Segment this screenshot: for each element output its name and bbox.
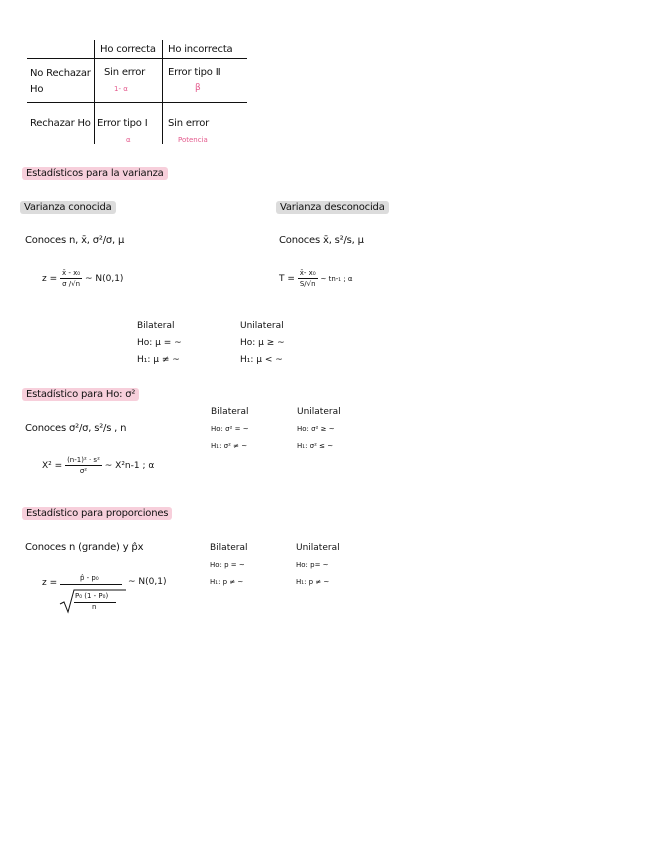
prop-formula-den-den: n <box>92 603 97 611</box>
unknown-conoces: Conoces x̄, s²/s, μ <box>279 235 364 246</box>
formula-den: σ /√n <box>62 280 81 288</box>
prop-bilateral-h0: Ho: p = ~ <box>210 561 245 569</box>
prop-unilateral-title: Unilateral <box>296 543 340 553</box>
sigma-conoces: Conoces σ²/σ, s²/s , n <box>25 423 127 434</box>
row-label-no-rechazar: No Rechazar <box>30 68 91 79</box>
col-header-ho-correcta: Ho correcta <box>100 44 156 55</box>
sigma-unilateral-title: Unilateral <box>297 407 341 417</box>
formula-lhs: T = <box>279 274 295 284</box>
heading-estadisticos-varianza: Estadísticos para la varianza <box>22 167 168 180</box>
formula-rhs: ~ N(0,1) <box>84 274 124 284</box>
formula-rhs: ~ tn-₁ ; α <box>320 275 353 283</box>
known-conoces: Conoces n, x̄, σ²/σ, μ <box>25 235 125 246</box>
cell-note-potencia: Potencia <box>178 136 208 144</box>
row-label-ho: Ho <box>30 84 44 95</box>
prop-bilateral-title: Bilateral <box>210 543 248 553</box>
prop-main-fraction-bar <box>60 584 122 585</box>
row-label-rechazar-ho: Rechazar Ho <box>30 118 91 129</box>
formula-z-known <box>42 268 123 289</box>
table-hline-1 <box>27 58 247 59</box>
cell-note-beta: β <box>195 83 201 93</box>
prop-formula-den-num: P₀ (1 - P₀) <box>75 592 109 600</box>
mu-bilateral-h0: Ho: μ = ~ <box>137 338 182 348</box>
heading-estadistico-proporciones: Estadístico para proporciones <box>22 507 172 520</box>
sigma-bilateral-h0: Ho: σ² = ~ <box>211 425 249 433</box>
cell-note-1-alpha: 1- α <box>114 85 128 93</box>
sigma-bilateral-title: Bilateral <box>211 407 249 417</box>
prop-formula-lhs: z = <box>42 578 58 588</box>
formula-den: σ² <box>79 467 88 475</box>
formula-fraction <box>65 455 102 476</box>
sigma-unilateral-h1: H₁: σ² ≤ ~ <box>297 442 334 450</box>
col-header-ho-incorrecta: Ho incorrecta <box>168 44 233 55</box>
prop-formula-rhs: ~ N(0,1) <box>128 577 167 587</box>
subheading-varianza-conocida: Varianza conocida <box>20 201 116 214</box>
formula-lhs: X² = <box>42 461 63 471</box>
subheading-varianza-desconocida: Varianza desconocida <box>276 201 389 214</box>
table-vline-1 <box>94 40 95 144</box>
sigma-unilateral-h0: Ho: σ² ≥ ~ <box>297 425 335 433</box>
formula-fraction <box>298 268 318 289</box>
formula-fraction <box>60 268 82 289</box>
cell-sin-error: Sin error <box>104 67 146 78</box>
table-hline-2 <box>27 102 247 103</box>
formula-lhs: z = <box>42 274 58 284</box>
formula-num: x̄- x₀ <box>299 269 316 277</box>
sigma-bilateral-h1: H₁: σ² ≠ ~ <box>211 442 248 450</box>
prop-conoces: Conoces n (grande) y p̂x <box>25 542 144 553</box>
mu-unilateral-h1: H₁: μ < ~ <box>240 355 283 365</box>
cell-note-alpha: α <box>126 136 131 144</box>
heading-estadistico-sigma: Estadístico para Ho: σ² <box>22 388 139 401</box>
mu-unilateral-title: Unilateral <box>240 321 284 331</box>
prop-unilateral-h1: H₁: p ≠ ~ <box>296 578 330 586</box>
formula-chi-square <box>42 455 154 476</box>
mu-bilateral-h1: H₁: μ ≠ ~ <box>137 355 180 365</box>
prop-formula-num: p̂ - p₀ <box>80 574 99 582</box>
prop-bilateral-h1: H₁: p ≠ ~ <box>210 578 244 586</box>
mu-bilateral-title: Bilateral <box>137 321 175 331</box>
table-vline-2 <box>162 40 163 144</box>
prop-unilateral-h0: Ho: p= ~ <box>296 561 329 569</box>
cell-error-tipo-1: Error tipo Ⅰ <box>97 118 148 129</box>
formula-den: S/√n <box>299 280 316 288</box>
formula-num: (n-1)² · s² <box>67 456 100 464</box>
formula-t-unknown <box>279 268 353 289</box>
mu-unilateral-h0: Ho: μ ≥ ~ <box>240 338 285 348</box>
formula-num: x̄ - x₀ <box>62 269 81 277</box>
formula-rhs: ~ X²n-1 ; α <box>104 461 155 471</box>
cell-error-tipo-2: Error tipo Ⅱ <box>168 67 221 78</box>
cell-sin-error-2: Sin error <box>168 118 210 129</box>
